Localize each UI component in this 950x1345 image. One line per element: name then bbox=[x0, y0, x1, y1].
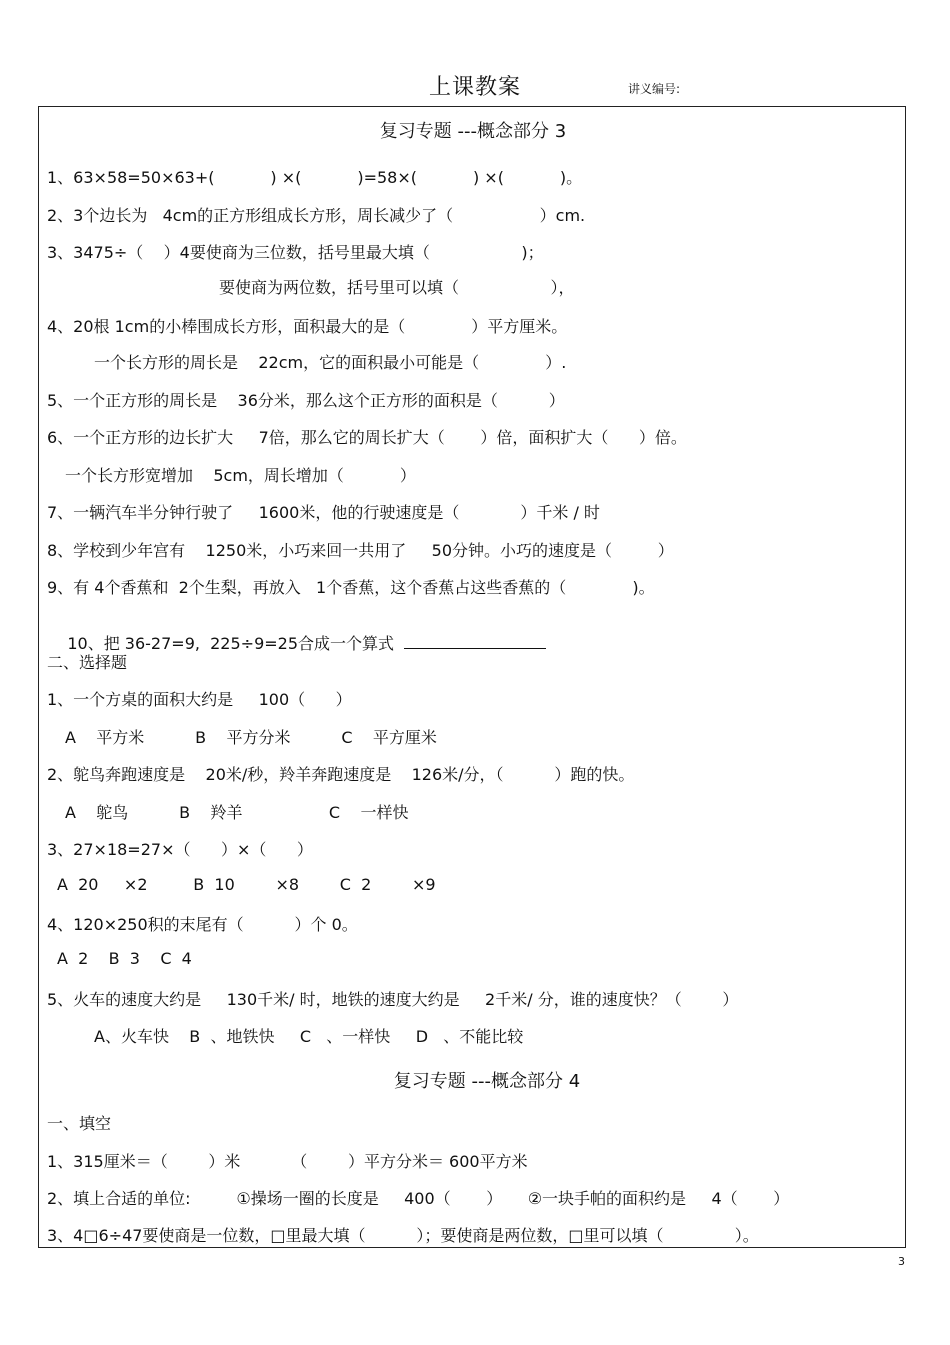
question-line: 3、3475÷（ ）4要使商为三位数，括号里最大填（ )； bbox=[47, 243, 544, 262]
question-line: 4、120×250积的末尾有（ ）个 0。 bbox=[47, 915, 358, 934]
question-line: 3、27×18=27×（ ）×（ ） bbox=[47, 840, 313, 859]
question-line: 2、鸵鸟奔跑速度是 20米/秒，羚羊奔跑速度是 126米/分，（ ）跑的快。 bbox=[47, 765, 635, 784]
question-line: 1、315厘米＝（ ）米 （ ）平方分米＝ 600平方米 bbox=[47, 1152, 528, 1171]
worksheet-box bbox=[38, 106, 906, 1248]
choice-line: A 鸵鸟 B 羚羊 C 一样快 bbox=[65, 803, 409, 822]
question-line: 3、4□6÷47要使商是一位数，□里最大填（ ）；要使商是两位数，□里可以填（ ）。 bbox=[47, 1226, 759, 1245]
choice-line: A 2 B 3 C 4 bbox=[57, 949, 192, 968]
handout-number-label: 讲义编号: bbox=[628, 82, 681, 96]
question-line: 7、一辆汽车半分钟行驶了 1600米，他的行驶速度是（ ）千米 / 时 bbox=[47, 503, 600, 522]
question-line: 2、3个边长为 4cm的正方形组成长方形，周长减少了（ ）cm. bbox=[47, 206, 586, 225]
question-text: 10、把 36-27=9, 225÷9=25合成一个算式 bbox=[67, 634, 395, 653]
choice-line: A、火车快 B 、地铁快 C 、一样快 D 、不能比较 bbox=[94, 1027, 524, 1046]
answer-blank bbox=[404, 634, 546, 649]
page-number: 3 bbox=[898, 1255, 905, 1268]
question-line: 一个长方形宽增加 5cm，周长增加（ ） bbox=[65, 466, 416, 485]
question-line: 一个长方形的周长是 22cm，它的面积最小可能是（ ）. bbox=[94, 353, 567, 372]
question-line: 5、火车的速度大约是 130千米/ 时，地铁的速度大约是 2千米/ 分，谁的速度快？（ ） bbox=[47, 990, 739, 1009]
section-heading: 二、选择题 bbox=[47, 653, 128, 672]
section-heading: 一、填空 bbox=[47, 1114, 112, 1133]
question-line: 4、20根 1cm的小棒围成长方形，面积最大的是（ ）平方厘米。 bbox=[47, 317, 568, 336]
question-line: 9、有 4个香蕉和 2个生梨，再放入 1个香蕉，这个香蕉占这些香蕉的（ )。 bbox=[47, 578, 655, 597]
question-line: 1、一个方桌的面积大约是 100（ ） bbox=[47, 690, 352, 709]
choice-line: A 20 ×2 B 10 ×8 C 2 ×9 bbox=[57, 875, 436, 894]
question-line: 1、63×58=50×63+( ) ×( )=58×( ) ×( )。 bbox=[47, 168, 583, 187]
section-3-title: 复习专题 ---概念部分 3 bbox=[379, 121, 567, 142]
question-line: 5、一个正方形的周长是 36分米，那么这个正方形的面积是（ ） bbox=[47, 391, 565, 410]
section-4-title: 复习专题 ---概念部分 4 bbox=[393, 1071, 581, 1092]
question-line: 6、一个正方形的边长扩大 7倍，那么它的周长扩大（ ）倍，面积扩大（ ）倍。 bbox=[47, 428, 687, 447]
page-title: 上课教案 bbox=[428, 75, 521, 100]
choice-line: A 平方米 B 平方分米 C 平方厘米 bbox=[65, 728, 437, 747]
question-line: 2、填上合适的单位: ①操场一圈的长度是 400（ ） ②一块手帕的面积约是 4（ ） bbox=[47, 1189, 790, 1208]
question-line: 8、学校到少年宫有 1250米，小巧来回一共用了 50分钟。小巧的速度是（ ） bbox=[47, 541, 674, 560]
question-line: 要使商为两位数，括号里可以填（ ）， bbox=[219, 278, 575, 297]
